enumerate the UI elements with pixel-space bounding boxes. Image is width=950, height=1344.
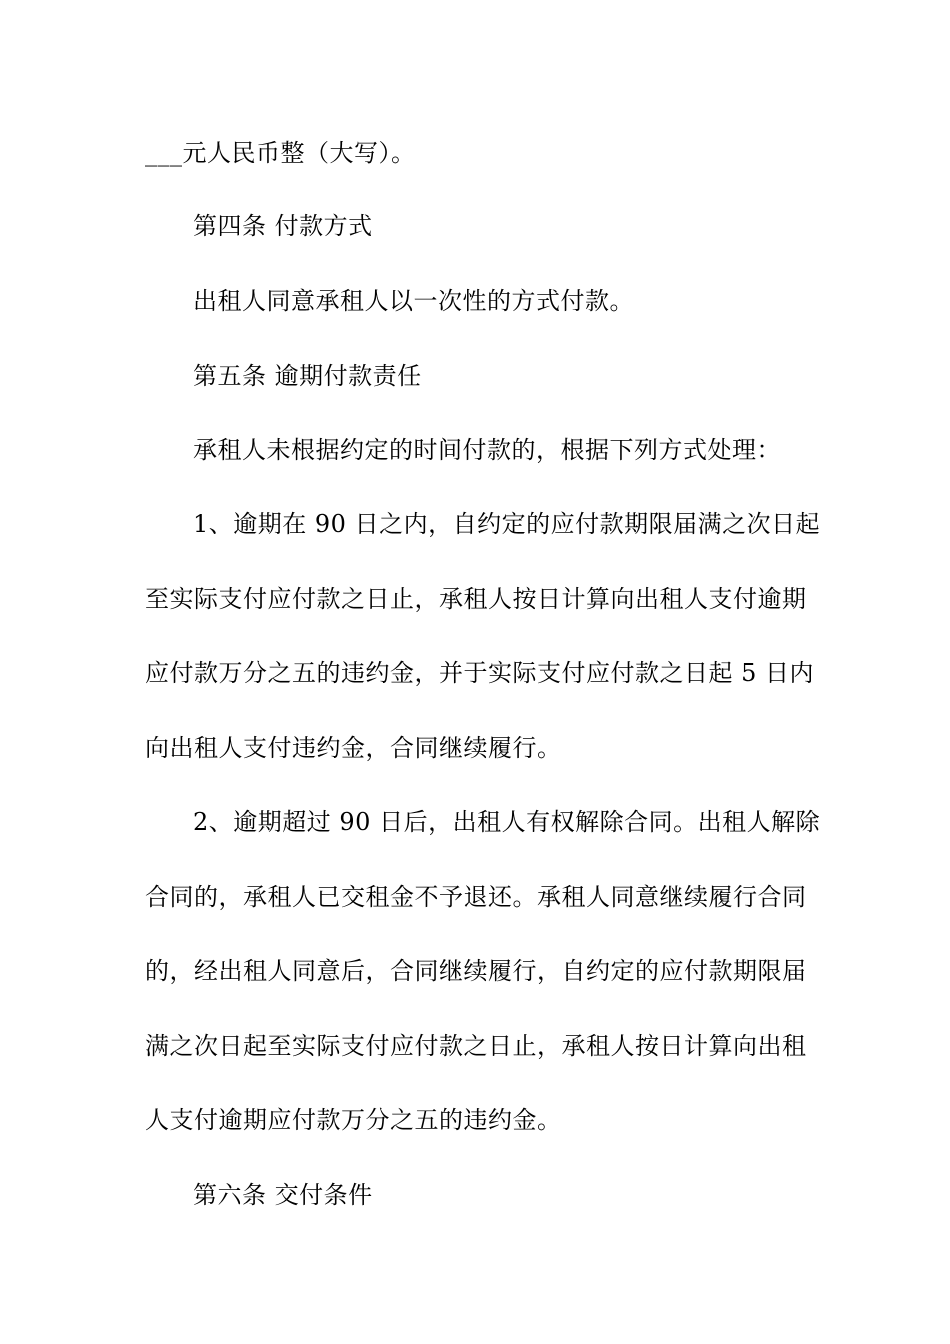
article-4-text: 出租人同意承租人以一次性的方式付款。: [193, 287, 634, 315]
clause-1-line-3: 应付款万分之五的违约金，并于实际支付应付款之日起 5 日内: [145, 659, 815, 687]
article-4-heading: 第四条 付款方式: [193, 212, 373, 240]
clause-1-line-2: 至实际支付应付款之日止，承租人按日计算向出租人支付逾期: [145, 585, 807, 613]
clause-2-line-5: 人支付逾期应付款万分之五的违约金。: [145, 1106, 562, 1134]
article-5-heading: 第五条 逾期付款责任: [193, 362, 422, 390]
clause-1-line-4: 向出租人支付违约金，合同继续履行。: [145, 734, 562, 762]
article-6-heading: 第六条 交付条件: [193, 1181, 373, 1209]
clause-2-line-3: 的，经出租人同意后，合同继续履行，自约定的应付款期限届: [145, 957, 807, 985]
clause-1-line-1: 1、逾期在 90 日之内，自约定的应付款期限届满之次日起: [193, 510, 821, 538]
clause-2-line-2: 合同的，承租人已交租金不予退还。承租人同意继续履行合同: [145, 883, 807, 911]
clause-2-line-4: 满之次日起至实际支付应付款之日止，承租人按日计算向出租: [145, 1032, 807, 1060]
text-line-amount: ___元人民币整（大写）。: [145, 139, 416, 167]
clause-2-line-1: 2、逾期超过 90 日后，出租人有权解除合同。出租人解除: [193, 808, 821, 836]
article-5-intro: 承租人未根据约定的时间付款的，根据下列方式处理：: [193, 436, 781, 464]
